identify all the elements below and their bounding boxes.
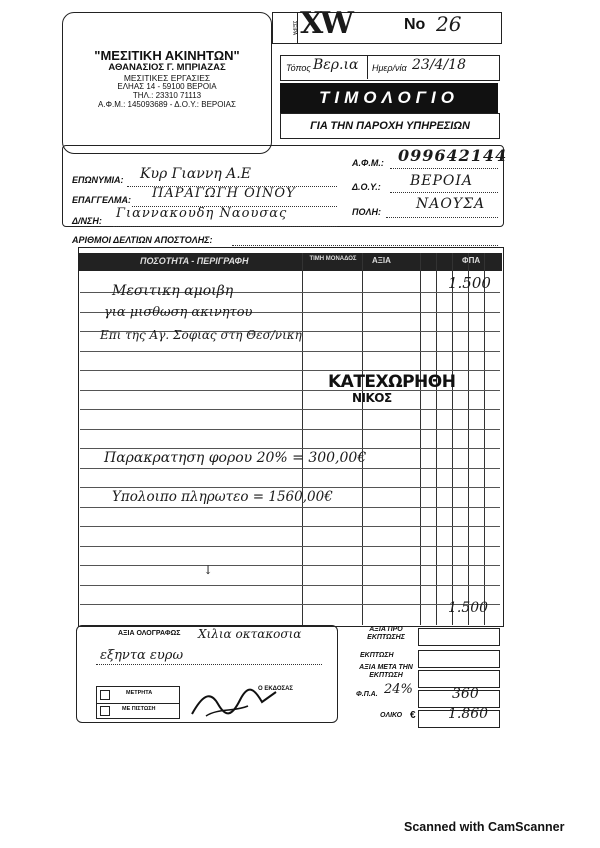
client-doy-label: Δ.Ο.Υ.:	[352, 182, 381, 192]
col-separator	[420, 253, 421, 625]
words-line	[96, 664, 322, 665]
table-rule-line	[80, 565, 500, 566]
booked-stamp: ΚΑΤΕΧΩΡΗΘΗ	[328, 372, 456, 392]
credit-label: ΜΕ ΠΙΣΤΩΣΗ	[122, 706, 156, 712]
client-city-value: ΝΑΟΥΣΑ	[416, 196, 486, 212]
table-rule-line	[80, 585, 500, 586]
client-name-label: ΕΠΩΝΥΜΙΑ:	[72, 175, 124, 185]
words-label: ΑΞΙΑ ΟΛΟΓΡΑΦΩΣ	[118, 630, 181, 637]
amount-bottom: 1.500	[448, 600, 489, 616]
invoice-no-value: 26	[436, 12, 462, 36]
client-afm-line	[390, 168, 498, 169]
client-city-line	[386, 217, 498, 218]
seller-tax: Α.Φ.Μ.: 145093689 - Δ.Ο.Υ.: ΒΕΡΟΙΑΣ	[98, 99, 236, 109]
col-desc-header: ΠΟΣΟΤΗΤΑ - ΠΕΡΙΓΡΑΦΗ	[140, 256, 249, 266]
table-rule-line	[80, 604, 500, 605]
down-arrow-icon: ↓	[203, 563, 214, 577]
total-value: 1.860	[448, 706, 489, 722]
item-line-1: Μεσιτικη αμοιβη	[112, 283, 234, 299]
vat-rate: 24%	[384, 682, 413, 697]
client-addr-value: Γιαννακουδη Ναουσας	[116, 206, 288, 221]
client-job-label: ΕΠΑΓΓΕΛΜΑ:	[72, 195, 131, 205]
booked-stamp-name: ΝΙΚΟΣ	[352, 391, 392, 405]
delivery-notes-label: ΑΡΙΘΜΟΙ ΔΕΛΤΙΩΝ ΑΠΟΣΤΟΛΗΣ:	[72, 235, 213, 245]
client-doy-value: ΒΕΡΟΙΑ	[410, 173, 474, 189]
place-label: Τόπος	[286, 63, 311, 73]
withholding-note: Παρακρατηση φορου 20% = 300,00€	[104, 450, 367, 466]
seller-owner: ΑΘΑΝΑΣΙΟΣ Γ. ΜΠΡΙΑΖΑΣ	[108, 62, 226, 74]
seller-activity: ΜΕΣΙΤΙΚΕΣ ΕΡΓΑΣΙΕΣ	[123, 72, 211, 83]
delivery-notes-line	[232, 245, 498, 246]
discount-label: ΕΚΠΤΩΣΗ	[360, 652, 394, 659]
series-side-label: ΣΕΙΡΑ	[272, 12, 298, 44]
issuer-label: Ο ΕΚΔΟΣΑΣ	[258, 686, 294, 692]
client-job-value: ΠΑΡΑΓΩΓΗ ΟΙΝΟΥ	[152, 186, 296, 201]
client-name-value: Κυρ Γιαννη Α.Ε	[140, 166, 251, 182]
vat-value: 360	[452, 686, 479, 702]
words-line-2: εξηντα ευρω	[100, 648, 184, 663]
camscanner-watermark: Scanned with CamScanner	[404, 820, 565, 834]
table-rule-line	[80, 429, 500, 430]
client-afm-label: Α.Φ.Μ.:	[352, 158, 384, 168]
series-mark: XW	[300, 6, 351, 41]
col-vat-header: ΦΠΑ	[462, 256, 481, 265]
cash-checkbox[interactable]	[100, 690, 110, 700]
client-doy-line	[390, 192, 498, 193]
item-line-3: Επι της Αγ. Σοφιας στη Θεσ/νικη	[100, 328, 302, 342]
invoice-subtitle: ΓΙΑ ΤΗΝ ΠΑΡΟΧΗ ΥΠΗΡΕΣΙΩΝ	[280, 113, 500, 139]
col-value-header: ΑΞΙΑ	[372, 256, 391, 265]
seller-address: ΕΛΗΑΣ 14 - 59100 ΒΕΡΟΙΑ	[117, 82, 217, 92]
col-separator	[302, 253, 303, 625]
seller-phone: ΤΗΛ.: 23310 71113	[132, 90, 202, 100]
issuer-signature	[188, 686, 280, 720]
after-discount-label: ΑΞΙΑ ΜΕΤΑ ΤΗΝ ΕΚΠΤΩΣΗ	[359, 664, 413, 679]
balance-note: Υπολοιπο πληρωτεο = 1560,00€	[112, 489, 333, 505]
col-separator	[436, 253, 437, 625]
client-afm-value: 099642144	[398, 146, 508, 165]
place-value: Βερ.ια	[313, 57, 359, 73]
table-rule-line	[80, 370, 500, 371]
credit-checkbox[interactable]	[100, 706, 110, 716]
seller-box	[62, 12, 272, 154]
cash-label: ΜΕΤΡΗΤΑ	[126, 690, 153, 696]
total-currency: €	[410, 710, 416, 721]
col-separator	[452, 253, 453, 625]
client-addr-line	[113, 226, 337, 227]
table-rule-line	[80, 487, 500, 488]
seller-name: "ΜΕΣΙΤΙΚΗ ΑΚΙΝΗΤΩΝ"	[94, 48, 240, 63]
pre-discount-label: ΑΞΙΑ ΠΡΟ ΕΚΠΤΩΣΗΣ	[367, 626, 405, 641]
col-unit-header: ΤΙΜΗ ΜΟΝΑΔΟΣ	[309, 256, 357, 262]
table-rule-line	[80, 448, 500, 449]
invoice-no-label: No	[404, 16, 426, 33]
client-addr-label: Δ/ΝΣΗ:	[72, 216, 102, 226]
table-rule-line	[80, 409, 500, 410]
date-value: 23/4/18	[412, 57, 466, 73]
col-separator	[484, 253, 485, 625]
item-line-2: για μισθωση ακινητου	[104, 305, 253, 320]
table-rule-line	[80, 507, 500, 508]
amount-top: 1.500	[448, 274, 491, 292]
date-label: Ημερ/νία	[372, 63, 407, 73]
total-label: ΟΛΙΚΟ	[380, 712, 403, 719]
col-separator	[468, 253, 469, 625]
table-rule-line	[80, 526, 500, 527]
vat-label: Φ.Π.Α.	[356, 691, 378, 698]
table-rule-line	[80, 351, 500, 352]
invoice-title: ΤΙΜΟΛΟΓΙΟ	[280, 83, 498, 113]
words-line-1: Χιλια οκτακοσια	[198, 627, 302, 641]
items-table	[78, 247, 504, 627]
place-date-divider	[367, 55, 368, 79]
client-city-label: ΠΟΛΗ:	[352, 207, 381, 217]
col-separator	[362, 253, 363, 625]
table-rule-line	[80, 468, 500, 469]
table-rule-line	[80, 546, 500, 547]
